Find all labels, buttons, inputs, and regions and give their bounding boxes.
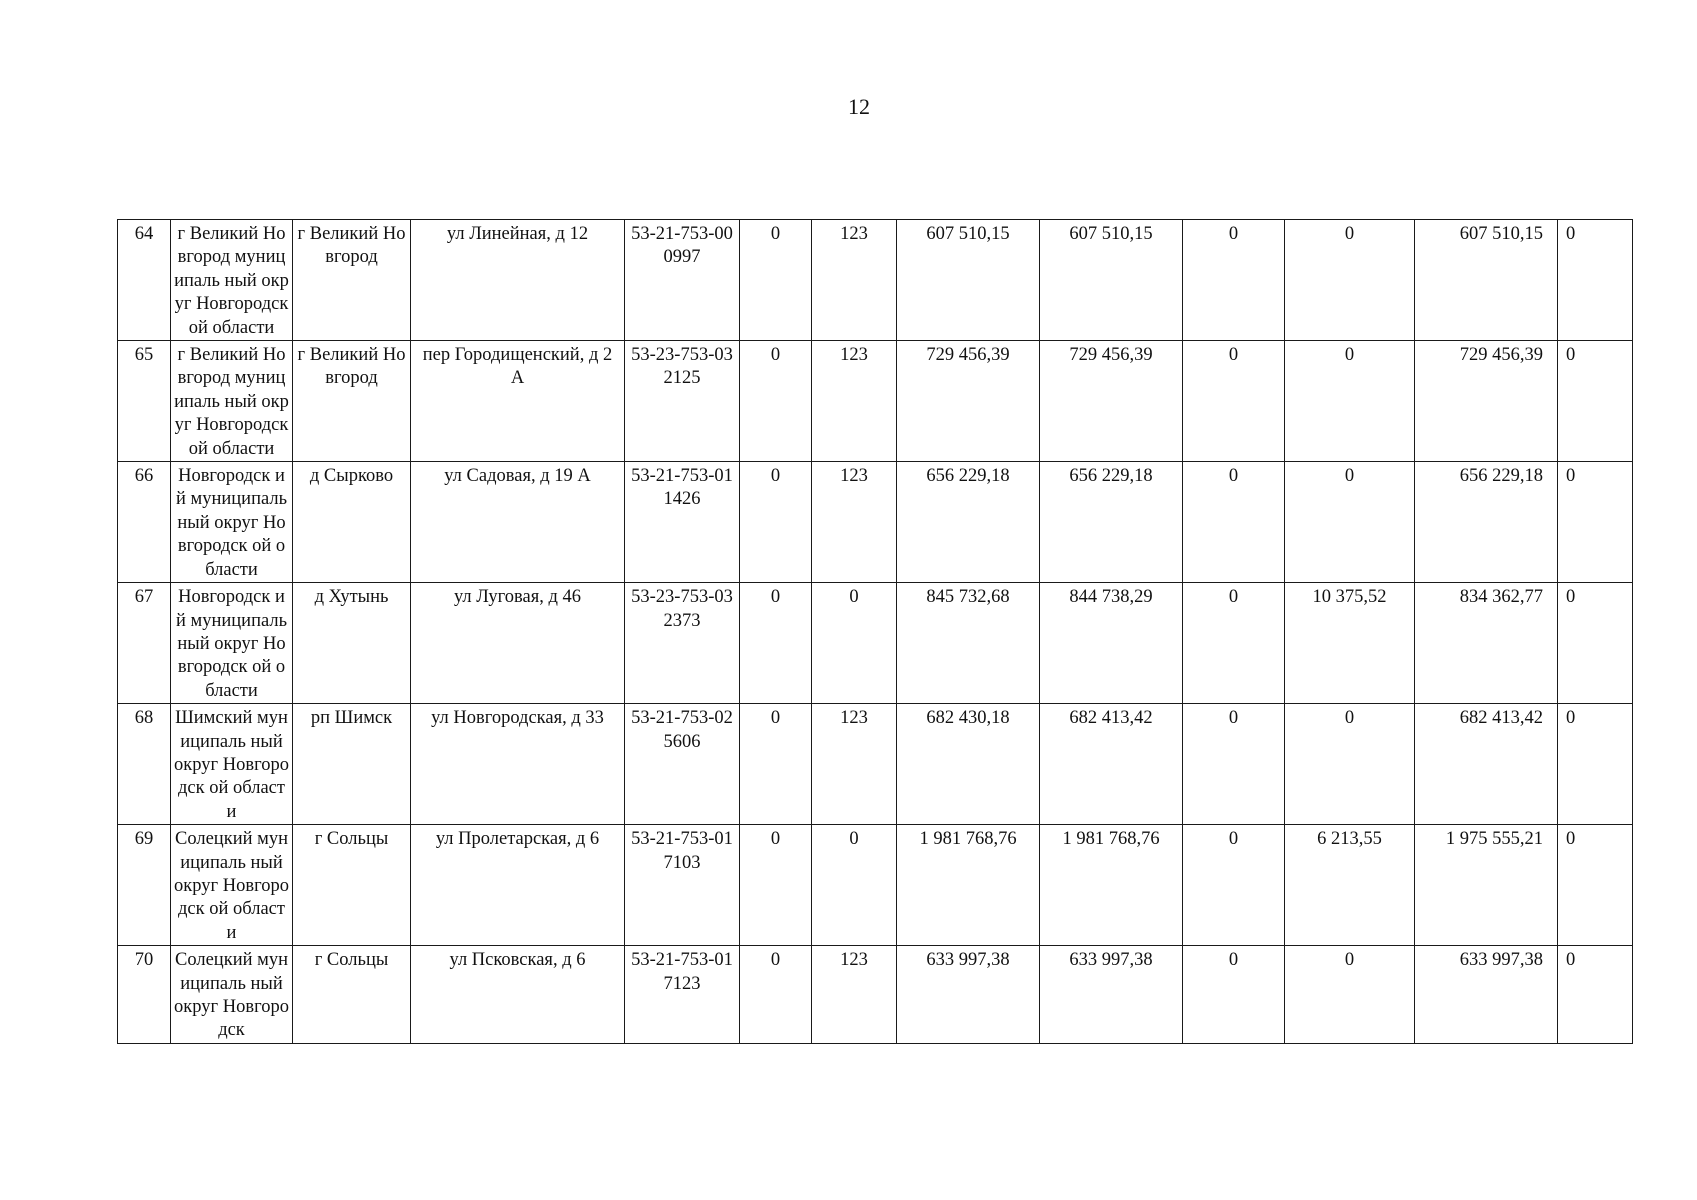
amount-cell: 682 413,42 [1415,704,1558,825]
district-cell: Солецкий муниципаль ный округ Новгородск ой области [171,825,293,946]
value-cell: 0 [1183,825,1285,946]
code-cell: 53-21-753-025606 [625,704,740,825]
amount-cell: 6 213,55 [1285,825,1415,946]
district-cell: Солецкий муниципаль ный округ Новгородск [171,946,293,1044]
amount-cell: 1 981 768,76 [897,825,1040,946]
value-cell: 0 [740,462,812,583]
amount-cell: 656 229,18 [1040,462,1183,583]
amount-cell: 10 375,52 [1285,583,1415,704]
value-cell: 123 [812,341,897,462]
amount-cell: 682 430,18 [897,704,1040,825]
value-cell: 0 [1558,583,1633,704]
amount-cell: 1 981 768,76 [1040,825,1183,946]
district-cell: Новгородск ий муниципаль ный округ Новгородск ой области [171,462,293,583]
row-number: 65 [118,341,171,462]
table-row [118,341,1633,462]
address-cell: ул Садовая, д 19 А [411,462,625,583]
district-cell: г Великий Новгород муниципаль ный округ Новгородск ой области [171,341,293,462]
amount-cell: 0 [1285,704,1415,825]
value-cell: 0 [812,825,897,946]
address-cell: пер Городищенский, д 2 А [411,341,625,462]
district-cell: г Великий Новгород муниципаль ный округ Новгородск ой области [171,220,293,341]
value-cell: 0 [1558,462,1633,583]
district-cell: Шимский муниципаль ный округ Новгородск ой области [171,704,293,825]
value-cell: 0 [1183,946,1285,1044]
address-cell: ул Новгородская, д 33 [411,704,625,825]
value-cell: 0 [1558,825,1633,946]
value-cell: 0 [1183,341,1285,462]
amount-cell: 607 510,15 [1415,220,1558,341]
amount-cell: 633 997,38 [897,946,1040,1044]
value-cell: 0 [740,220,812,341]
locality-cell: г Сольцы [293,825,411,946]
amount-cell: 729 456,39 [1415,341,1558,462]
amount-cell: 844 738,29 [1040,583,1183,704]
row-number: 66 [118,462,171,583]
value-cell: 0 [740,583,812,704]
value-cell: 123 [812,462,897,583]
value-cell: 0 [1558,341,1633,462]
data-table [117,219,1633,1044]
amount-cell: 607 510,15 [1040,220,1183,341]
table-row [118,583,1633,704]
table-row [118,825,1633,946]
district-cell: Новгородск ий муниципаль ный округ Новгородск ой области [171,583,293,704]
code-cell: 53-21-753-017123 [625,946,740,1044]
table-row [118,462,1633,583]
amount-cell: 1 975 555,21 [1415,825,1558,946]
locality-cell: г Великий Новгород [293,341,411,462]
code-cell: 53-23-753-032125 [625,341,740,462]
row-number: 70 [118,946,171,1044]
amount-cell: 656 229,18 [897,462,1040,583]
value-cell: 0 [1558,220,1633,341]
locality-cell: д Сырково [293,462,411,583]
value-cell: 0 [1558,946,1633,1044]
value-cell: 123 [812,220,897,341]
value-cell: 123 [812,946,897,1044]
amount-cell: 607 510,15 [897,220,1040,341]
amount-cell: 729 456,39 [897,341,1040,462]
amount-cell: 0 [1285,341,1415,462]
value-cell: 0 [1183,583,1285,704]
amount-cell: 845 732,68 [897,583,1040,704]
amount-cell: 656 229,18 [1415,462,1558,583]
table-row [118,946,1633,1044]
row-number: 68 [118,704,171,825]
code-cell: 53-21-753-000997 [625,220,740,341]
amount-cell: 729 456,39 [1040,341,1183,462]
value-cell: 0 [1183,462,1285,583]
code-cell: 53-21-753-017103 [625,825,740,946]
address-cell: ул Линейная, д 12 [411,220,625,341]
amount-cell: 0 [1285,220,1415,341]
value-cell: 0 [1183,704,1285,825]
value-cell: 0 [1183,220,1285,341]
amount-cell: 633 997,38 [1040,946,1183,1044]
value-cell: 123 [812,704,897,825]
page-number: 12 [848,94,870,119]
value-cell: 0 [812,583,897,704]
code-cell: 53-23-753-032373 [625,583,740,704]
row-number: 67 [118,583,171,704]
address-cell: ул Пролетарская, д 6 [411,825,625,946]
locality-cell: д Хутынь [293,583,411,704]
value-cell: 0 [1558,704,1633,825]
amount-cell: 633 997,38 [1415,946,1558,1044]
address-cell: ул Псковская, д 6 [411,946,625,1044]
table-row [118,704,1633,825]
address-cell: ул Луговая, д 46 [411,583,625,704]
amount-cell: 0 [1285,462,1415,583]
locality-cell: г Сольцы [293,946,411,1044]
value-cell: 0 [740,704,812,825]
row-number: 64 [118,220,171,341]
locality-cell: рп Шимск [293,704,411,825]
value-cell: 0 [740,946,812,1044]
amount-cell: 0 [1285,946,1415,1044]
row-number: 69 [118,825,171,946]
value-cell: 0 [740,825,812,946]
amount-cell: 834 362,77 [1415,583,1558,704]
locality-cell: г Великий Новгород [293,220,411,341]
value-cell: 0 [740,341,812,462]
table-row [118,220,1633,341]
amount-cell: 682 413,42 [1040,704,1183,825]
code-cell: 53-21-753-011426 [625,462,740,583]
